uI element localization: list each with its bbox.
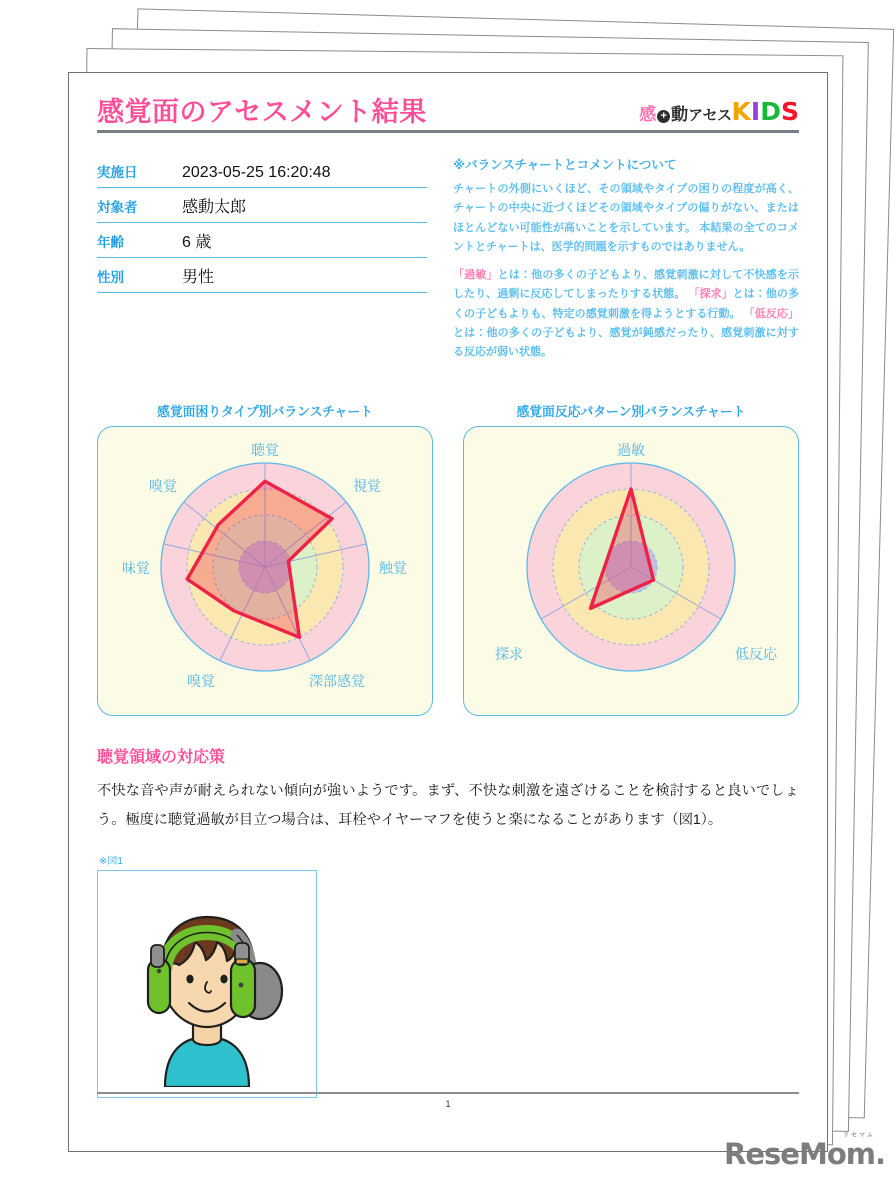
- term-hyposensitive-def: とは：他の多くの子どもより、感覚が鈍感だったり、感覚刺激に対する反応が弱い状態。: [453, 326, 799, 358]
- figure-block: [97, 852, 799, 1098]
- info-label: 対象者: [97, 200, 138, 215]
- advice-section: [97, 744, 799, 834]
- axis-label-0: 過敏: [617, 442, 645, 459]
- summary-row: [97, 155, 799, 371]
- note-title: ※バランスチャートとコメントについて: [453, 158, 677, 172]
- footer-divider: [97, 1092, 799, 1094]
- term-hypersensitive-def: とは：他の多くの子どもより、感覚刺激に対して不快感を示したり、過剰に反応してしまったりする状態。: [453, 269, 800, 301]
- brand-d: D: [760, 97, 781, 126]
- info-row-age: [97, 223, 427, 258]
- advice-body: 不快な音や声が耐えられない傾向が強いようです。まず、不快な刺激を遠ざけることを検討すると良いでしょう。極度に聴覚過敏が目立つ場合は、耳栓やイヤーマフを使うと楽になることがあります（図1）。: [97, 783, 799, 828]
- axis-label-2: 探求: [495, 646, 523, 663]
- chart-sensory-type: [97, 401, 433, 716]
- advice-heading: 聴覚領域の対応策: [97, 749, 226, 767]
- brand-i: I: [750, 97, 761, 126]
- axis-label-1: 低反応: [735, 646, 777, 663]
- chart-title-right: 感覚面反応パターン別バランスチャート: [516, 404, 746, 420]
- boy-with-earmuffs-icon: [107, 881, 307, 1087]
- watermark-furigana: リセマム: [843, 1132, 875, 1139]
- brand-k: K: [731, 97, 751, 126]
- axis-label-3: 深部感覚: [309, 673, 365, 690]
- radar-svg-right: [471, 433, 791, 709]
- note-paragraph-1: チャートの外側にいくほど、その領域やタイプの困りの程度が高く、チャートの中央に近づくほどその領域やタイプの偏りがない、またはほとんどない可能性が高いことを示しています。 本結果の全てのコメントとチャートは、医学的問題を示すものではありません。: [453, 183, 799, 253]
- page-title: 感覚面のアセスメント結果: [97, 97, 427, 128]
- radar-svg-left: [105, 433, 425, 709]
- chart-title-left: 感覚面困りタイプ別バランスチャート: [157, 404, 373, 420]
- watermark-label: ReseMom.: [724, 1137, 885, 1171]
- plus-icon: +: [657, 110, 670, 123]
- resemom-watermark: [724, 1132, 885, 1171]
- axis-label-5: 味覚: [122, 560, 150, 577]
- info-label: 性別: [97, 270, 124, 285]
- watermark-text: [724, 1132, 885, 1171]
- chart-note: [427, 155, 799, 371]
- term-seeking-def: とは：他の多くの子どもよりも、特定の感覚刺激を得ようとする行動。: [453, 288, 799, 320]
- brand-dou: 動: [671, 105, 689, 124]
- chart-response-pattern: [463, 401, 799, 716]
- info-row-gender: [97, 258, 427, 293]
- axis-label-4: 嗅覚: [187, 673, 215, 690]
- info-value: 感動太郎: [182, 199, 247, 216]
- info-label: 年齢: [97, 235, 124, 250]
- term-hyposensitive: 「低反応」: [743, 307, 799, 320]
- document-header: [97, 97, 799, 133]
- charts-row: [97, 401, 799, 716]
- info-value: 2023-05-25 16:20:48: [182, 164, 331, 181]
- page-number: 1: [445, 1099, 451, 1109]
- chart-frame-right: [463, 426, 799, 716]
- info-label: 実施日: [97, 165, 138, 180]
- page-footer: [97, 1092, 799, 1109]
- info-row-date: [97, 155, 427, 188]
- brand-s: S: [780, 97, 799, 126]
- term-hypersensitive: 「過敏」: [453, 269, 498, 281]
- term-seeking: 「探求」: [688, 288, 733, 301]
- chart-frame-left: [97, 426, 433, 716]
- report-page: [68, 72, 828, 1152]
- brand-kan: 感: [639, 105, 657, 124]
- brand-logo: [639, 97, 799, 128]
- axis-label-1: 視覚: [353, 478, 381, 495]
- axis-label-6: 嗅覚: [149, 478, 177, 495]
- info-value: 男性: [182, 269, 215, 286]
- info-row-subject: [97, 188, 427, 223]
- figure-caption: ※図1: [99, 856, 123, 868]
- note-paragraph-2: [453, 266, 799, 362]
- axis-label-0: 聴覚: [251, 442, 279, 459]
- subject-info-table: [97, 155, 427, 371]
- axis-label-2: 触覚: [379, 560, 407, 577]
- brand-ases: アセス: [688, 107, 732, 124]
- figure-image-box: [97, 870, 317, 1098]
- info-value: 6 歳: [182, 234, 212, 251]
